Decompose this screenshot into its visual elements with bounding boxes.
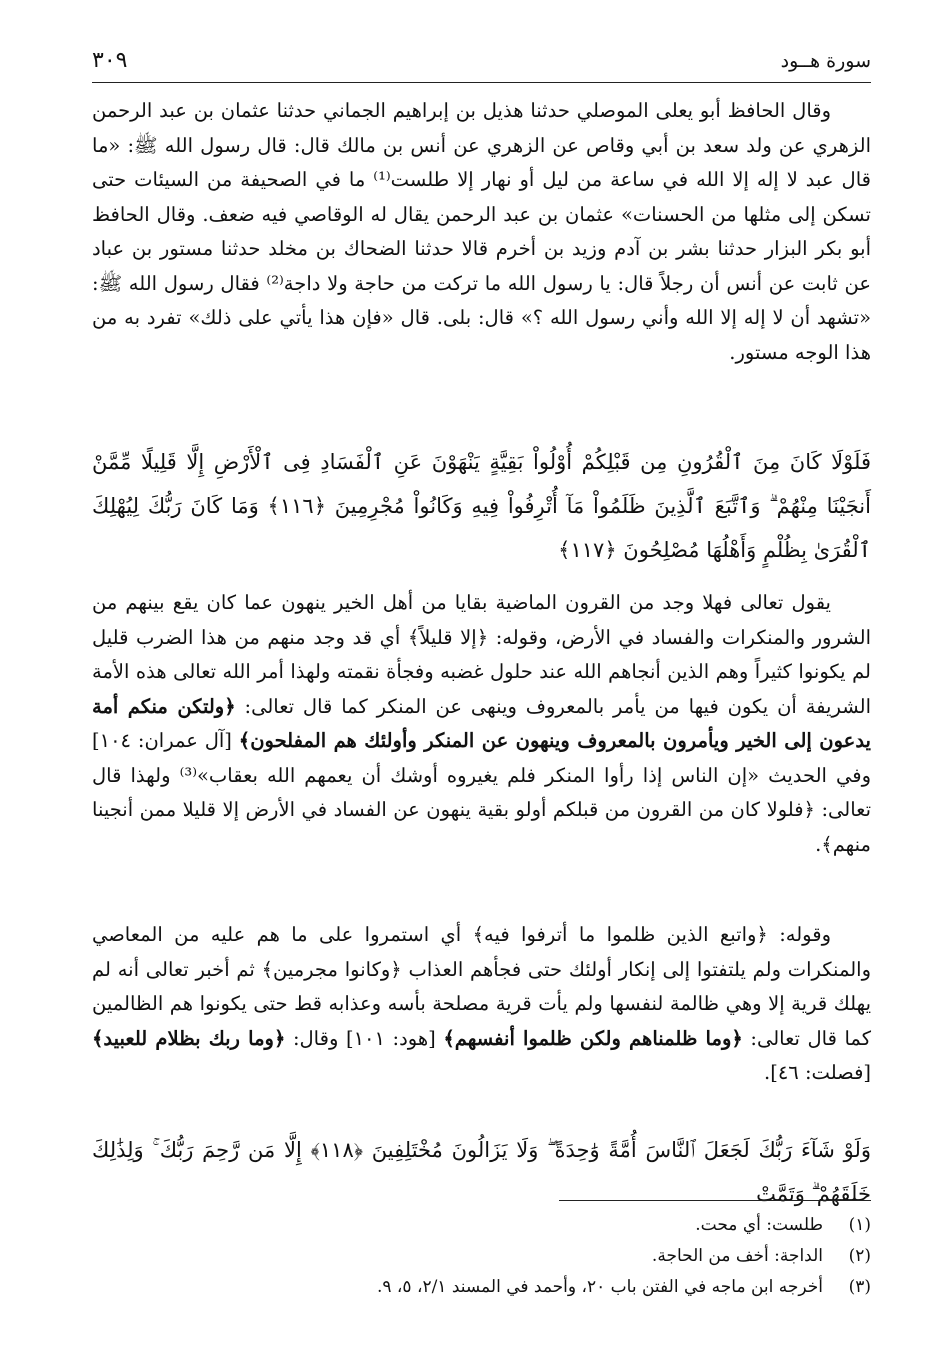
footnote [92, 1210, 871, 1241]
paragraph-text: وقال الحافظ أبو يعلى الموصلي حدثنا هذيل بن إبراهيم الجماني حدثنا عثمان بن عبد الرحمن الزهري عن ولد سعد بن أبي وقاص عن الزهري عن أنس بن مالك قال: قال رسول الله ﷺ: «ما قال عبد لا إله إلا الله في ساعة من ليل أو نهار إلا طلست⁽¹⁾ ما في الصحيفة من السيئات حتى تسكن إلى مثلها من الحسنات» عثمان بن عبد الرحمن يقال له الوقاصي فيه ضعف. وقال الحافظ أبو بكر البزار حدثنا بشر بن آدم وزيد بن أخرم قالا حدثنا الضحاك بن مخلد حدثنا مستور بن عباد عن ثابت عن أنس أن رجلاً قال: يا رسول الله ما تركت من حاجة ولا داجة⁽²⁾ فقال رسول الله ﷺ: «تشهد أن لا إله إلا الله وأني رسول الله ؟» قال: بلى. قال «فإن هذا يأتي على ذلك» تفرد به من هذا الوجه مستور. [92, 99, 871, 364]
paragraph-text: وقوله: ﴿واتبع الذين ظلموا ما أترفوا فيه﴾ أي استمروا على ما هم عليه من المعاصي والمنكرات ولم يلتفتوا إلى إنكار أولئك حتى فجأهم العذاب ﴿وكانوا مجرمين﴾ ثم أخبر تعالى أنه لم يهلك قرية إلا وهي ظالمة لنفسها ولم يأت قرية مصلحة بأسه وعذابه قط حتى يكونوا هم الظالمين كما قال تعالى: [92, 923, 871, 1050]
footnote [92, 1272, 871, 1303]
quoted-verse: ﴿وما ربك بظلام للعبيد﴾ [92, 1026, 286, 1050]
footnote-text: طلست: أي محت. [695, 1215, 823, 1235]
surah-title: سورة هــود [780, 50, 871, 72]
footnote-number: (٢) [848, 1246, 871, 1266]
footnote-rule [559, 1200, 871, 1201]
paragraph-tafsir-1 [92, 586, 871, 862]
paragraph-hadith [92, 94, 871, 370]
page-header [92, 46, 871, 80]
quoted-verse: ﴿وما ظلمناهم ولكن ظلموا أنفسهم﴾ [443, 1026, 743, 1050]
quoted-verse: ﴿ولتكن منكم أمة يدعون إلى الخير ويأمرون بالمعروف وينهون عن المنكر وأولئك هم المفلحون﴾ [92, 694, 871, 752]
quran-verse-118: وَلَوْ شَآءَ رَبُّكَ لَجَعَلَ ٱلنَّاسَ أُمَّةً وَٰحِدَةً ۖ وَلَا يَزَالُونَ مُخْتَلِفِينَ ﴿١١٨﴾ إِلَّا مَن رَّحِمَ رَبُّكَ ۚ وَلِذَٰلِكَ خَلَقَهُمْ ۗ وَتَمَّتْ [92, 1138, 871, 1206]
paragraph-text: [آل عمران: ١٠٤] وفي الحديث «إن الناس إذا رأوا المنكر فلم يغيروه أوشك أن يعمهم الله بعقاب»⁽³⁾ ولهذا قال تعالى: ﴿فلولا كان من القرون من قبلكم أولو بقية ينهون عن الفساد في الأرض إلا قليلا ممن أنجينا منهم﴾. [92, 729, 871, 856]
footnote-text: أخرجه ابن ماجه في الفتن باب ٢٠، وأحمد في المسند ٢/١، ٥، ٩. [376, 1277, 823, 1297]
quran-verse-116-117: فَلَوْلَا كَانَ مِنَ ٱلْقُرُونِ مِن قَبْلِكُمْ أُوْلُواْ بَقِيَّةٍ يَنْهَوْنَ عَنِ ٱلْفَسَادِ فِى ٱلْأَرْضِ إِلَّا قَلِيلًا مِّمَّنْ أَنجَيْنَا مِنْهُمْ ۗ وَٱتَّبَعَ ٱلَّذِينَ ظَلَمُواْ مَآ أُتْرِفُواْ فِيهِ وَكَانُواْ مُجْرِمِينَ ﴿١١٦﴾ وَمَا كَانَ رَبُّكَ لِيُهْلِكَ ٱلْقُرَىٰ بِظُلْمٍ وَأَهْلُهَا مُصْلِحُونَ ﴿١١٧﴾ [92, 450, 871, 562]
paragraph-text: [فصلت: ٤٦]. [764, 1061, 871, 1084]
footnote [92, 1241, 871, 1272]
header-rule [92, 82, 871, 83]
paragraph-tafsir-2 [92, 918, 871, 1091]
footnote-text: الداجة: أخف من الحاجة. [651, 1246, 823, 1266]
footnotes [92, 1210, 871, 1303]
paragraph-text: [هود: ١٠١] وقال: [285, 1026, 444, 1050]
footnote-number: (١) [848, 1215, 871, 1235]
page-number: ٣٠٩ [92, 48, 128, 73]
paragraph-text: يقول تعالى فهلا وجد من القرون الماضية بقايا من أهل الخير ينهون عما كان يقع بينهم من الشرور والمنكرات والفساد في الأرض، وقوله: ﴿إلا قليلاً﴾ أي قد وجد منهم من هذا الضرب قليل لم يكونوا كثيراً وهم الذين أنجاهم الله عند حلول غضبه وفجأة نقمته ولهذا أمر الله تعالى هذه الأمة الشريفة أن يكون فيها من يأمر بالمعروف وينهى عن المنكر كما قال تعالى: [92, 591, 871, 718]
footnote-number: (٣) [848, 1277, 871, 1297]
